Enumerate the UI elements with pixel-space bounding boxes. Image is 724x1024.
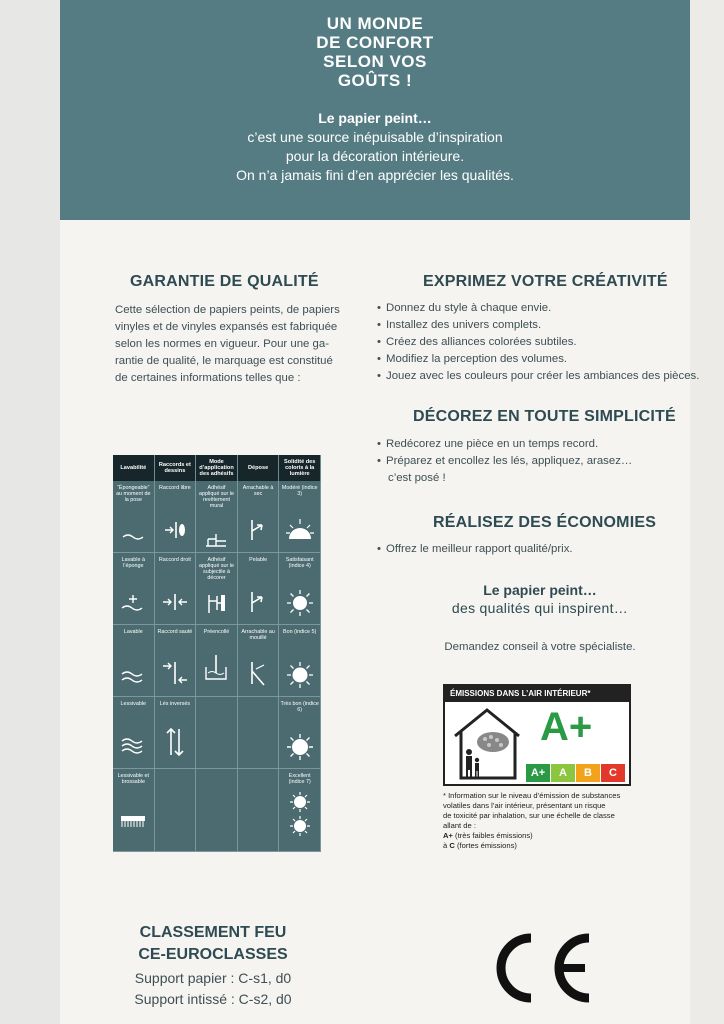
banner-title-line: DE CONFORT [316, 33, 434, 52]
note-line [443, 831, 643, 841]
note-line: * Information sur le niveau d’émission de substances [443, 791, 621, 800]
grid-cell [113, 481, 155, 553]
savings-heading: RÉALISEZ DES ÉCONOMIES [433, 514, 657, 531]
grid-cell-label: Lessivable [120, 701, 147, 707]
grid-cell-label: Raccord libre [159, 485, 191, 491]
creativity-heading: EXPRIMEZ VOTRE CRÉATIVITÉ [423, 273, 668, 290]
free-match-icon [162, 519, 188, 541]
fire-paper-class: Support papier : C-s1, d0 [134, 970, 292, 986]
grid-header: Mode d’application des adhésifs [196, 455, 238, 481]
brush-icon [118, 813, 148, 829]
grid-cell [279, 697, 321, 769]
grid-cell-label: Arrachable à sec [242, 485, 274, 497]
emissions-grade: A+ [540, 705, 593, 749]
grid-cell-label: Lavable [123, 629, 143, 635]
guarantee-line: Cette sélection de papiers peints, de papiers [115, 304, 340, 316]
list-item: • Préparez et encollez les lés, appliquez, arasez… [377, 453, 632, 470]
emissions-label [443, 684, 631, 786]
grid-cell-label: Excellent (indice 7) [288, 773, 311, 785]
note-text: (fortes émissions) [456, 841, 517, 850]
grid-cell-label: “Épongeable” au moment de la pose [116, 485, 151, 503]
list-item: • Installez des univers complets. [377, 317, 699, 334]
list-item: • Offrez le meilleur rapport qualité/prix. [377, 541, 573, 558]
list-item: • Donnez du style à chaque envie. [377, 300, 699, 317]
wave-two-icon [120, 669, 146, 683]
reversed-strips-icon [164, 725, 186, 759]
grid-cell-label: Raccord droit [158, 557, 191, 563]
grid-cell [196, 481, 238, 553]
note-line: volatiles dans l’air intérieur, présentant un risque [443, 801, 606, 810]
note-prefix: à [443, 841, 448, 850]
emissions-note [443, 791, 643, 851]
grid-cell [155, 553, 197, 625]
guarantee-paragraph [115, 302, 340, 387]
grid-cell [113, 553, 155, 625]
grid-cell [196, 625, 238, 697]
grid-cell-label: Satisfaisant (indice 4) [285, 557, 314, 569]
grid-cell [238, 697, 280, 769]
advice-text: Demandez conseil à votre spécialiste. [444, 641, 636, 653]
paste-wall-icon [203, 591, 229, 615]
banner-title [60, 14, 690, 90]
qualities-body: des qualités qui inspirent… [451, 600, 629, 616]
grid-cell-label: Bon (indice 5) [283, 629, 317, 635]
peel-icon [246, 589, 270, 615]
qualities-lead: Le papier peint… [483, 582, 597, 598]
scale-a-plus: A+ [525, 764, 550, 782]
banner-body-line: pour la décoration intérieure. [285, 148, 465, 164]
grid-cell [196, 553, 238, 625]
grid-cell [196, 697, 238, 769]
emissions-title: ÉMISSIONS DANS L’AIR INTÉRIEUR* [445, 686, 629, 702]
note-grade: C [449, 841, 455, 850]
header-banner [60, 0, 690, 220]
banner-lead: Le papier peint… [318, 110, 432, 126]
guarantee-line: de certaines informations telles que : [115, 372, 301, 384]
scale-c: C [600, 764, 625, 782]
wallpaper-symbols-grid [113, 455, 321, 852]
fire-heading-2: CE-EUROCLASSES [138, 946, 288, 963]
wave-one-icon [121, 531, 145, 541]
grid-header: Dépose [238, 455, 280, 481]
note-grade: A+ [443, 831, 453, 840]
grid-cell [238, 769, 280, 852]
offset-match-icon [161, 659, 189, 687]
scale-b: B [575, 764, 600, 782]
half-sun-icon [285, 517, 315, 541]
banner-body-line: c’est une source inépuisable d’inspiration [247, 129, 503, 145]
guarantee-heading: GARANTIE DE QUALITÉ [130, 273, 319, 290]
grid-cell-label: Arrachable au mouillé [241, 629, 275, 641]
list-item: • Jouez avec les couleurs pour créer les ambiances des pièces. [377, 368, 699, 385]
grid-cell [155, 769, 197, 852]
grid-cell-label: Pelable [249, 557, 268, 563]
note-line [443, 841, 643, 851]
grid-cell-label: Adhésif appliqué sur le subjectile à décorer [198, 557, 235, 581]
simplicity-list [377, 436, 632, 487]
note-text: (très faibles émissions) [455, 831, 533, 840]
banner-title-line: GOÛTS ! [337, 71, 413, 90]
grid-cell-label: Lessivable et brossable [117, 773, 150, 785]
guarantee-line: rantie de qualité, le marquage est constitué [115, 355, 333, 367]
wave-three-icon [120, 737, 146, 755]
simplicity-heading: DÉCOREZ EN TOUTE SIMPLICITÉ [413, 408, 676, 425]
grid-cell-label: Raccord sauté [157, 629, 193, 635]
sun-icon [286, 733, 314, 761]
grid-cell [238, 625, 280, 697]
fire-nonwoven-class: Support intissé : C-s2, d0 [134, 991, 292, 1007]
grid-cell [155, 697, 197, 769]
brush-on-wall-icon [202, 531, 230, 549]
banner-body-line: On n’a jamais fini d’en apprécier les qualités. [236, 167, 514, 183]
grid-cell [113, 625, 155, 697]
list-continuation-text: c’est posé ! [388, 472, 446, 484]
grid-cell-label: Préencollé [203, 629, 230, 635]
grid-cell [279, 769, 321, 852]
grid-cell-label: Modéré (indice 3) [281, 485, 318, 497]
note-line: de toxicité par inhalation, sur une échelle de classe [443, 811, 615, 820]
grid-cell [196, 769, 238, 852]
ce-mark-icon [487, 928, 597, 1008]
grid-cell-label: Très bon (indice 6) [280, 701, 319, 713]
creativity-list [377, 300, 699, 385]
sponge-wave-icon [120, 593, 146, 613]
list-item: • Redécorez une pièce en un temps record. [377, 436, 632, 453]
guarantee-line: vinyles et de vinyles expansés est fabriquée [115, 321, 338, 333]
banner-body [60, 128, 690, 185]
dry-strip-icon [246, 517, 270, 543]
grid-cell [155, 481, 197, 553]
double-sun-icon [287, 789, 313, 839]
grid-cell [238, 481, 280, 553]
grid-cell-label: Lés inversés [159, 701, 191, 707]
banner-title-line: SELON VOS [323, 52, 427, 71]
savings-list [377, 541, 573, 558]
guarantee-line: selon les normes en vigueur. Pour une ga- [115, 338, 330, 350]
grid-cell-label: Lavable à l’éponge [121, 557, 145, 569]
grid-cell [279, 553, 321, 625]
grid-header: Lavabilité [113, 455, 155, 481]
fire-heading-1: CLASSEMENT FEU [139, 924, 287, 941]
grid-cell [155, 625, 197, 697]
grid-cell [113, 697, 155, 769]
sun-icon [286, 661, 314, 689]
list-item: • Modifiez la perception des volumes. [377, 351, 699, 368]
grid-cell [279, 481, 321, 553]
prepasted-water-icon [202, 653, 230, 683]
wet-strip-icon [246, 659, 270, 687]
banner-title-line: UN MONDE [326, 14, 424, 33]
grid-header: Solidité des coloris à la lumière [279, 455, 321, 481]
grid-header: Raccords et dessins [155, 455, 197, 481]
page-left-margin [0, 0, 60, 1024]
grid-cell [113, 769, 155, 852]
list-item: • Créez des alliances colorées subtiles. [377, 334, 699, 351]
note-line: allant de : [443, 821, 476, 830]
page-right-margin [690, 0, 724, 1024]
scale-a: A [550, 764, 575, 782]
grid-cell [279, 625, 321, 697]
grid-cell [238, 553, 280, 625]
list-continuation [377, 470, 632, 487]
emissions-scale [525, 764, 625, 782]
house-icon [449, 706, 525, 780]
grid-cell-label: Adhésif appliqué sur le revêtement mural [198, 485, 235, 509]
sun-icon [286, 589, 314, 617]
straight-match-icon [161, 591, 189, 613]
